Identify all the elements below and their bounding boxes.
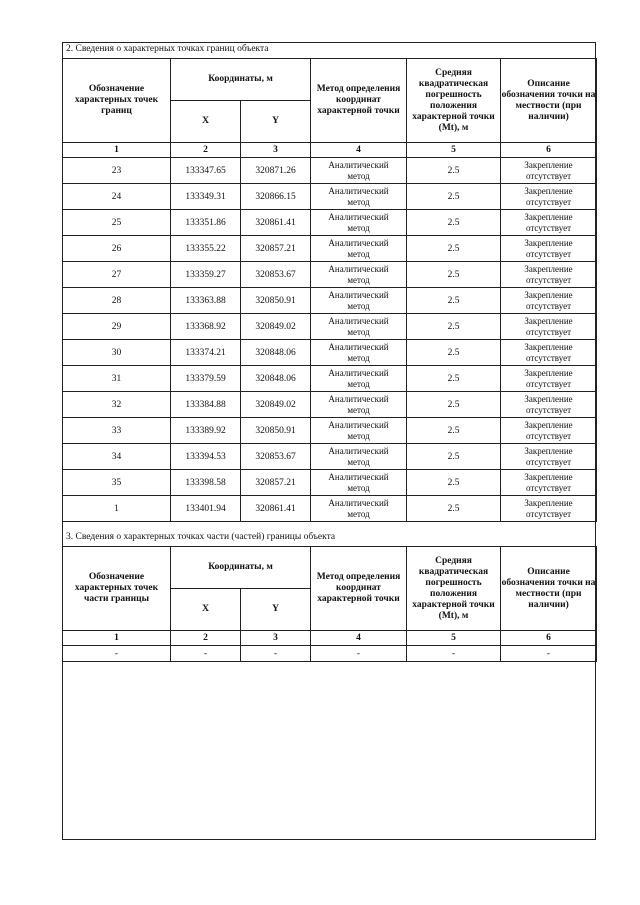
method-cell — [311, 340, 407, 366]
method-cell — [311, 158, 407, 184]
table-row — [63, 262, 597, 288]
description-cell — [501, 236, 597, 262]
description-cell-line: отсутствует — [526, 196, 572, 207]
description-cell-line: Закрепление — [524, 160, 573, 170]
method-cell-line: метод — [347, 196, 370, 207]
description-cell — [501, 288, 597, 314]
column-number: 2 — [171, 631, 241, 646]
description-cell-line: Закрепление — [524, 446, 573, 456]
method-cell-line: метод — [347, 326, 370, 337]
point-id: 24 — [63, 184, 171, 210]
error-value: 2.5 — [407, 444, 501, 470]
column-number: 1 — [63, 631, 171, 646]
method-cell — [311, 184, 407, 210]
point-id: 27 — [63, 262, 171, 288]
description-cell — [501, 392, 597, 418]
header-x: X — [171, 589, 241, 631]
method-cell-line: Аналитический — [328, 264, 389, 274]
coord-x: 133349.31 — [171, 184, 241, 210]
empty-cell: - — [407, 646, 501, 662]
table-row — [63, 470, 597, 496]
method-cell-line: метод — [347, 300, 370, 311]
point-id: 28 — [63, 288, 171, 314]
table-row — [63, 340, 597, 366]
method-cell-line: Аналитический — [328, 316, 389, 326]
method-cell-line: Аналитический — [328, 342, 389, 352]
point-id: 34 — [63, 444, 171, 470]
description-cell — [501, 366, 597, 392]
method-cell-line: метод — [347, 430, 370, 441]
error-value: 2.5 — [407, 262, 501, 288]
section3-title: 3. Сведения о характерных точках части (частей) границы объекта — [66, 532, 336, 542]
description-cell-line: отсутствует — [526, 404, 572, 415]
description-cell-line: отсутствует — [526, 300, 572, 311]
coord-x: 133363.88 — [171, 288, 241, 314]
header-description: Описание обозначения точки на местности (при наличии) — [501, 59, 597, 143]
method-cell-line: метод — [347, 404, 370, 415]
error-value: 2.5 — [407, 288, 501, 314]
description-cell-line: Закрепление — [524, 498, 573, 508]
coord-y: 320849.02 — [241, 392, 311, 418]
header-error: Средняя квадратическая погрешность положения характерной точки (Mt), м — [407, 547, 501, 631]
description-cell-line: отсутствует — [526, 378, 572, 389]
point-id: 35 — [63, 470, 171, 496]
point-id: 33 — [63, 418, 171, 444]
description-cell — [501, 470, 597, 496]
coord-y: 320853.67 — [241, 262, 311, 288]
coord-x: 133374.21 — [171, 340, 241, 366]
header-method: Метод определения координат характерной точки — [311, 547, 407, 631]
method-cell-line: метод — [347, 482, 370, 493]
coord-y: 320857.21 — [241, 236, 311, 262]
coord-y: 320850.91 — [241, 288, 311, 314]
coord-x: 133368.92 — [171, 314, 241, 340]
method-cell-line: метод — [347, 456, 370, 467]
description-cell — [501, 158, 597, 184]
point-id: 29 — [63, 314, 171, 340]
description-cell-line: Закрепление — [524, 212, 573, 222]
error-value: 2.5 — [407, 236, 501, 262]
coord-x: 133347.65 — [171, 158, 241, 184]
boundary-points-table — [62, 58, 597, 522]
method-cell-line: Аналитический — [328, 498, 389, 508]
method-cell-line: метод — [347, 274, 370, 285]
column-number: 6 — [501, 631, 597, 646]
description-cell — [501, 314, 597, 340]
method-cell — [311, 418, 407, 444]
part-boundary-points-table — [62, 546, 597, 662]
description-cell-line: Закрепление — [524, 394, 573, 404]
method-cell — [311, 366, 407, 392]
coord-y: 320857.21 — [241, 470, 311, 496]
description-cell-line: отсутствует — [526, 482, 572, 493]
table-row — [63, 158, 597, 184]
coord-x: 133394.53 — [171, 444, 241, 470]
coord-x: 133359.27 — [171, 262, 241, 288]
description-cell-line: отсутствует — [526, 430, 572, 441]
description-cell-line: Закрепление — [524, 472, 573, 482]
description-cell — [501, 496, 597, 522]
header-y: Y — [241, 101, 311, 143]
column-number: 4 — [311, 143, 407, 158]
table-row — [63, 210, 597, 236]
description-cell — [501, 210, 597, 236]
description-cell-line: отсутствует — [526, 352, 572, 363]
empty-cell: - — [501, 646, 597, 662]
description-cell-line: Закрепление — [524, 290, 573, 300]
method-cell-line: Аналитический — [328, 472, 389, 482]
method-cell-line: Аналитический — [328, 212, 389, 222]
table-row — [63, 418, 597, 444]
method-cell — [311, 288, 407, 314]
description-cell-line: отсутствует — [526, 248, 572, 259]
description-cell — [501, 444, 597, 470]
empty-cell: - — [171, 646, 241, 662]
coord-y: 320850.91 — [241, 418, 311, 444]
point-id: 23 — [63, 158, 171, 184]
method-cell — [311, 262, 407, 288]
point-id: 30 — [63, 340, 171, 366]
coord-x: 133401.94 — [171, 496, 241, 522]
coord-x: 133398.58 — [171, 470, 241, 496]
column-number-row — [63, 631, 597, 646]
coord-y: 320853.67 — [241, 444, 311, 470]
header-method: Метод определения координат характерной точки — [311, 59, 407, 143]
section2-title: 2. Сведения о характерных точках границ объекта — [66, 44, 269, 54]
column-number: 2 — [171, 143, 241, 158]
coord-x: 133384.88 — [171, 392, 241, 418]
table-row — [63, 366, 597, 392]
coord-y: 320848.06 — [241, 366, 311, 392]
coord-y: 320866.15 — [241, 184, 311, 210]
coord-y: 320871.26 — [241, 158, 311, 184]
method-cell-line: метод — [347, 378, 370, 389]
column-number: 5 — [407, 143, 501, 158]
point-id: 25 — [63, 210, 171, 236]
header-y: Y — [241, 589, 311, 631]
method-cell — [311, 444, 407, 470]
header-description: Описание обозначения точки на местности (при наличии) — [501, 547, 597, 631]
column-number: 6 — [501, 143, 597, 158]
column-number: 3 — [241, 143, 311, 158]
description-cell-line: отсутствует — [526, 456, 572, 467]
table-row — [63, 236, 597, 262]
method-cell-line: Аналитический — [328, 368, 389, 378]
header-coordinates: Координаты, м — [171, 59, 311, 101]
error-value: 2.5 — [407, 314, 501, 340]
header-point-designation: Обозначение характерных точек части границы — [63, 547, 171, 631]
method-cell-line: Аналитический — [328, 186, 389, 196]
method-cell-line: метод — [347, 508, 370, 519]
error-value: 2.5 — [407, 158, 501, 184]
method-cell — [311, 392, 407, 418]
point-id: 26 — [63, 236, 171, 262]
method-cell — [311, 236, 407, 262]
error-value: 2.5 — [407, 392, 501, 418]
description-cell-line: отсутствует — [526, 274, 572, 285]
coord-x: 133355.22 — [171, 236, 241, 262]
description-cell-line: Закрепление — [524, 342, 573, 352]
error-value: 2.5 — [407, 184, 501, 210]
description-cell-line: Закрепление — [524, 238, 573, 248]
method-cell — [311, 496, 407, 522]
method-cell-line: Аналитический — [328, 394, 389, 404]
header-point-designation: Обозначение характерных точек границ — [63, 59, 171, 143]
error-value: 2.5 — [407, 496, 501, 522]
coord-y: 320848.06 — [241, 340, 311, 366]
description-cell-line: Закрепление — [524, 264, 573, 274]
description-cell — [501, 262, 597, 288]
coord-y: 320861.41 — [241, 496, 311, 522]
table-row — [63, 496, 597, 522]
column-number: 3 — [241, 631, 311, 646]
empty-cell: - — [241, 646, 311, 662]
error-value: 2.5 — [407, 210, 501, 236]
empty-cell: - — [63, 646, 171, 662]
column-number-row — [63, 143, 597, 158]
table-row — [63, 314, 597, 340]
error-value: 2.5 — [407, 340, 501, 366]
method-cell-line: метод — [347, 222, 370, 233]
description-cell-line: отсутствует — [526, 170, 572, 181]
description-cell-line: Закрепление — [524, 420, 573, 430]
error-value: 2.5 — [407, 470, 501, 496]
coord-x: 133351.86 — [171, 210, 241, 236]
description-cell-line: отсутствует — [526, 508, 572, 519]
method-cell-line: метод — [347, 170, 370, 181]
description-cell-line: Закрепление — [524, 368, 573, 378]
table-row — [63, 392, 597, 418]
point-id: 31 — [63, 366, 171, 392]
coord-y: 320861.41 — [241, 210, 311, 236]
coord-x: 133379.59 — [171, 366, 241, 392]
error-value: 2.5 — [407, 366, 501, 392]
description-cell — [501, 184, 597, 210]
description-cell-line: отсутствует — [526, 326, 572, 337]
table-row — [63, 288, 597, 314]
description-cell — [501, 418, 597, 444]
table-row — [63, 444, 597, 470]
header-coordinates: Координаты, м — [171, 547, 311, 589]
method-cell — [311, 470, 407, 496]
table-row — [63, 646, 597, 662]
description-cell-line: отсутствует — [526, 222, 572, 233]
method-cell-line: Аналитический — [328, 446, 389, 456]
table-row — [63, 184, 597, 210]
point-id: 32 — [63, 392, 171, 418]
description-cell-line: Закрепление — [524, 316, 573, 326]
column-number: 1 — [63, 143, 171, 158]
method-cell — [311, 314, 407, 340]
method-cell-line: Аналитический — [328, 420, 389, 430]
point-id: 1 — [63, 496, 171, 522]
method-cell-line: метод — [347, 352, 370, 363]
description-cell — [501, 340, 597, 366]
header-x: X — [171, 101, 241, 143]
method-cell-line: Аналитический — [328, 160, 389, 170]
coord-y: 320849.02 — [241, 314, 311, 340]
column-number: 4 — [311, 631, 407, 646]
coord-x: 133389.92 — [171, 418, 241, 444]
method-cell-line: метод — [347, 248, 370, 259]
method-cell-line: Аналитический — [328, 238, 389, 248]
empty-cell: - — [311, 646, 407, 662]
error-value: 2.5 — [407, 418, 501, 444]
description-cell-line: Закрепление — [524, 186, 573, 196]
header-error: Средняя квадратическая погрешность положения характерной точки (Mt), м — [407, 59, 501, 143]
method-cell-line: Аналитический — [328, 290, 389, 300]
column-number: 5 — [407, 631, 501, 646]
method-cell — [311, 210, 407, 236]
